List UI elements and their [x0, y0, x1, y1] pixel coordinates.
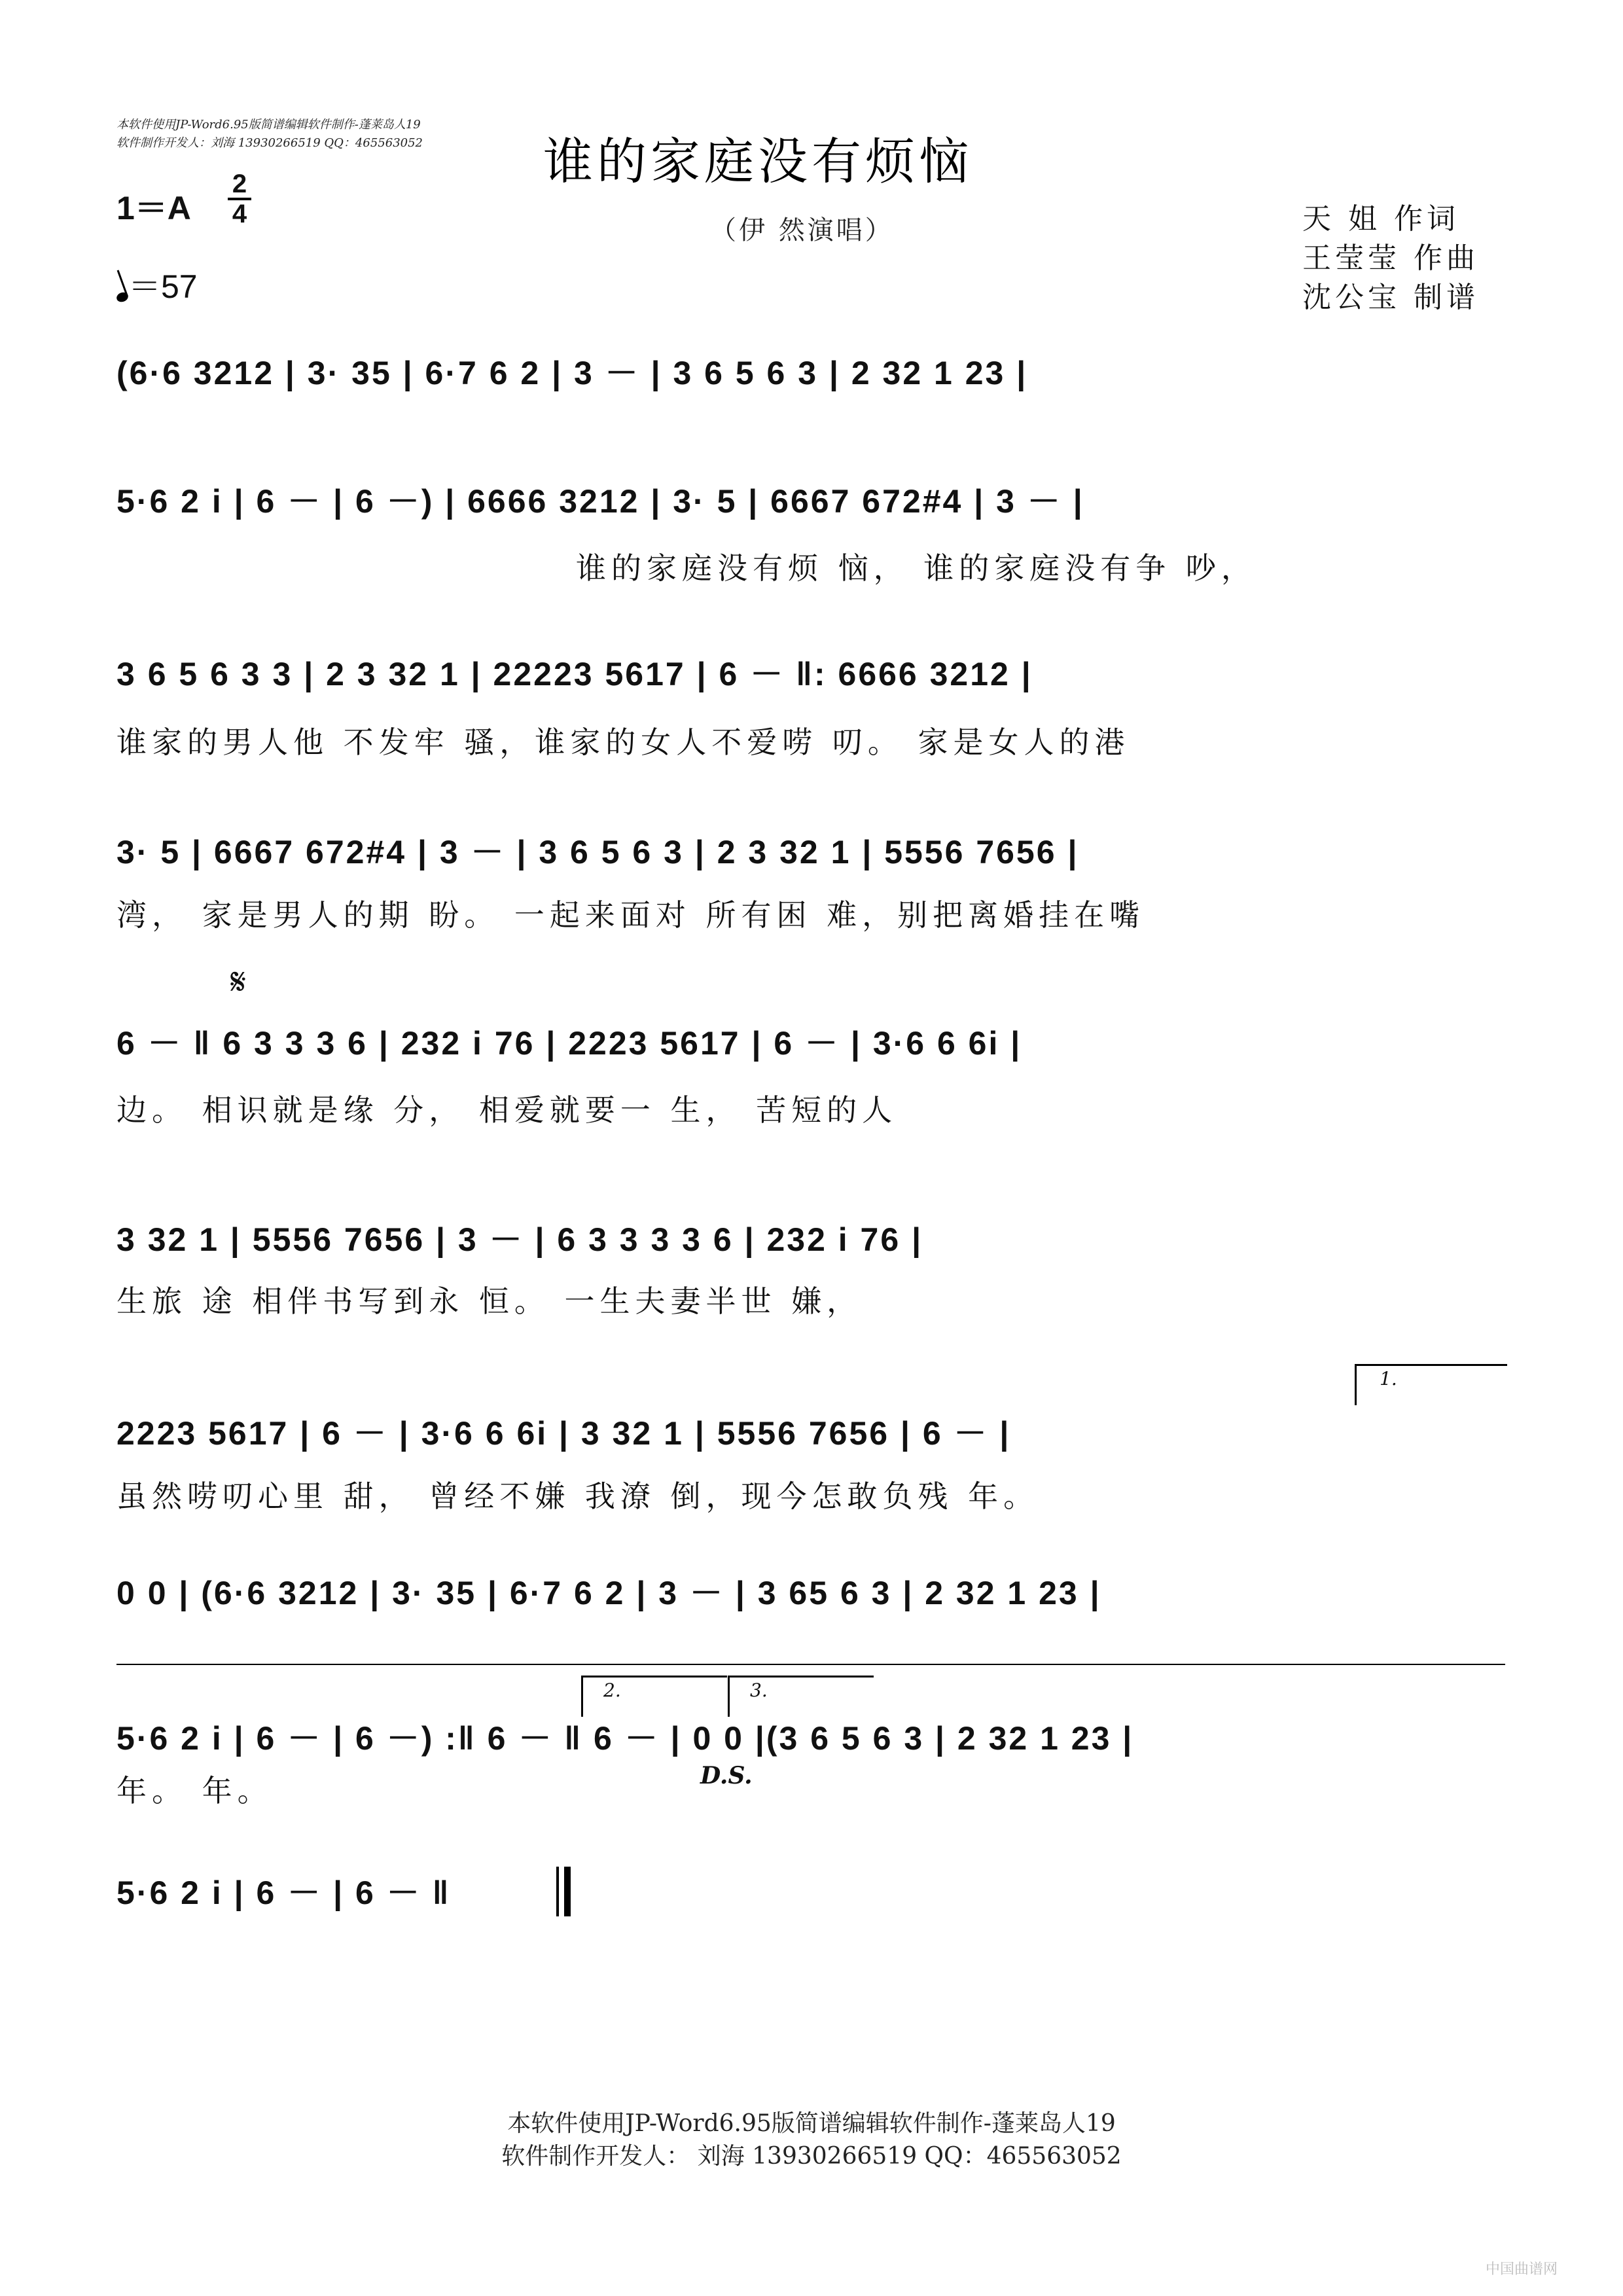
third-ending-label: 3.: [750, 1679, 768, 1701]
final-barline-thick: [564, 1867, 571, 1916]
lyrics-line-5: 边。 相识就是缘 分， 相爱就要一 生， 苦短的人: [116, 1092, 898, 1128]
lyrics-line-3: 谁家的男人他 不发牢 骚，谁家的女人不爱唠 叨。 家是女人的港: [116, 725, 1130, 760]
first-ending-label: 1.: [1380, 1368, 1397, 1390]
score-line-5: 6 － ‖ 6 3 3 3 6 | 232 i 76 | 2223 5617 | 6 － | 3·6 6 6i |: [116, 1025, 1022, 1062]
tempo-value: ＝57: [128, 268, 198, 305]
dal-segno-marking: D.S.: [700, 1762, 753, 1789]
time-sig-bottom: 4: [232, 200, 247, 228]
score-line-9: 5·6 2 i | 6 － | 6 －) :‖ 6 － ‖ 6 － | 0 0 |(3 6 5 6 3 | 2 32 1 23 |: [116, 1720, 1134, 1757]
key-signature: 1＝A: [116, 190, 191, 226]
score-line-10: 5·6 2 i | 6 － | 6 － ‖: [116, 1874, 451, 1911]
footer-developer-note: 软件制作开发人： 刘海 13930266519 QQ：465563052: [501, 2143, 1122, 2170]
lyrics-line-2: 谁的家庭没有烦 恼， 谁的家庭没有争 吵，: [576, 550, 1257, 586]
final-barline-thin: [556, 1867, 559, 1916]
first-ending-bracket: [1355, 1364, 1507, 1405]
lyrics-line-6: 生旅 途 相伴书写到永 恒。 一生夫妻半世 嫌，: [116, 1283, 863, 1319]
segno-icon: 𝄋: [230, 961, 247, 1003]
staff-divider: [116, 1664, 1505, 1665]
score-line-6: 3 32 1 | 5556 7656 | 3 － | 6 3 3 3 3 6 | 232 i 76 |: [116, 1221, 923, 1258]
tempo-marking: [116, 260, 198, 308]
developer-note: 软件制作开发人：刘海 13930266519 QQ：465563052: [116, 136, 423, 150]
arranger-credit: 沈公宝 制谱: [1302, 281, 1479, 314]
time-signature: [228, 171, 251, 226]
quarter-note-icon: [115, 291, 130, 303]
lyrics-line-7: 虽然唠叨心里 甜， 曾经不嫌 我潦 倒，现今怎敢负残 年。: [116, 1479, 1039, 1514]
footer-software-note: 本软件使用JP-Word6.95版简谱编辑软件制作-蓬莱岛人19: [507, 2110, 1116, 2137]
performer-subtitle: （伊 然演唱）: [710, 215, 894, 245]
site-logo-watermark: 中国曲谱网: [1486, 2261, 1558, 2278]
time-sig-top: 2: [232, 170, 247, 198]
second-ending-label: 2.: [603, 1679, 621, 1701]
composer-credit: 王莹莹 作曲: [1302, 242, 1479, 275]
score-line-3: 3 6 5 6 3 3 | 2 3 32 1 | 22223 5617 | 6 － ‖: 6666 3212 |: [116, 656, 1033, 692]
score-line-4: 3· 5 | 6667 672#4 | 3 － | 3 6 5 6 3 | 2 3 32 1 | 5556 7656 |: [116, 834, 1079, 870]
score-line-8: 0 0 | (6·6 3212 | 3· 35 | 6·7 6 2 | 3 － | 3 65 6 3 | 2 32 1 23 |: [116, 1575, 1101, 1611]
lyrics-line-9: 年。 年。: [116, 1773, 273, 1808]
lyricist-credit: 天 姐 作词: [1302, 202, 1459, 236]
software-note: 本软件使用JP-Word6.95版简谱编辑软件制作-蓬莱岛人19: [116, 118, 421, 132]
page-title: 谁的家庭没有烦恼: [543, 132, 972, 190]
lyrics-line-4: 湾， 家是男人的期 盼。 一起来面对 所有困 难，别把离婚挂在嘴: [116, 897, 1145, 933]
score-line-7: 2223 5617 | 6 － | 3·6 6 6i | 3 32 1 | 5556 7656 | 6 － |: [116, 1415, 1011, 1452]
score-line-1: (6·6 3212 | 3· 35 | 6·7 6 2 | 3 － | 3 6 5 6 3 | 2 32 1 23 |: [116, 355, 1028, 391]
score-line-2: 5·6 2 i | 6 － | 6 －) | 6666 3212 | 3· 5 | 6667 672#4 | 3 － |: [116, 483, 1084, 520]
